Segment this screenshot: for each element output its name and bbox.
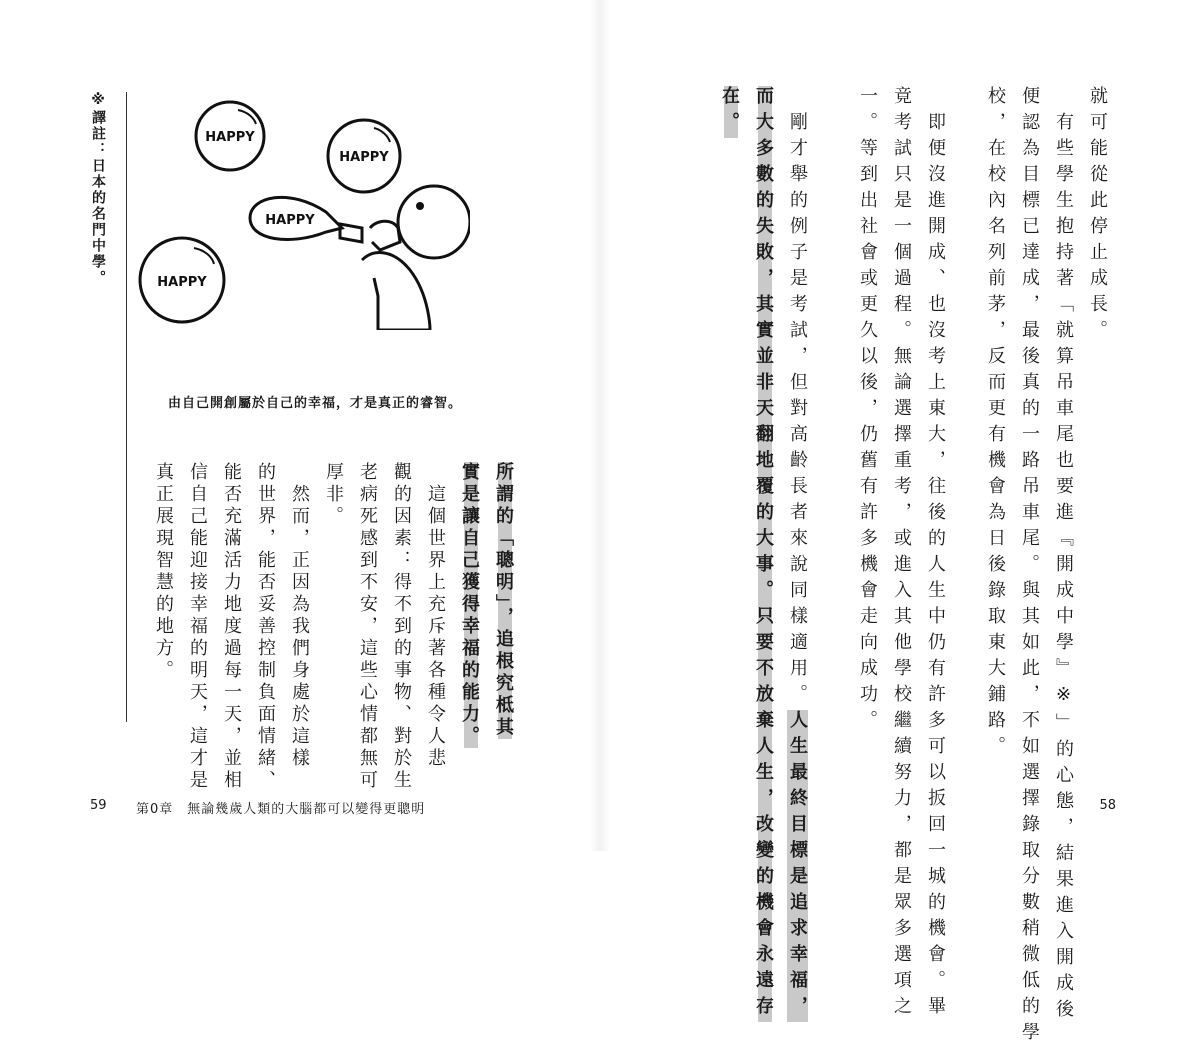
right-bold-col-1: 而大多數的失敗，其實並非天翻地覆的大事。只要不放棄人生，改變的機會永遠存 xyxy=(753,86,774,1022)
head xyxy=(398,186,470,258)
left-col-6: 的世界，能否妥善控制負面情緒、 xyxy=(255,462,276,792)
chapter-title: 無論幾歲人類的大腦都可以變得更聰明 xyxy=(187,802,426,817)
right-col-7: 一。等到出社會或更久以後，仍舊有許多機會走向成功。 xyxy=(857,86,878,736)
right-col-2: 有些學生抱持著「就算吊車尾也要進『開成中學』※」的心態，結果進入開成後 xyxy=(1053,86,1074,1025)
left-col-5: 然而，正因為我們身處於這樣 xyxy=(289,462,310,770)
left-col-8: 信自己能迎接幸福的明天，這才是 xyxy=(187,462,208,792)
running-header xyxy=(136,798,425,817)
left-col-2: 觀的因素：得不到的事物、對於生 xyxy=(391,462,412,792)
horn xyxy=(340,224,362,242)
right-col-8-bold: 人生最終目標是追求幸福， xyxy=(787,710,808,1022)
happy-bubbles-illustration xyxy=(130,100,470,330)
page-gutter xyxy=(590,0,610,851)
right-col-4: 校，在校內名列前茅，反而更有機會為日後錄取東大鋪路。 xyxy=(985,86,1006,762)
right-col-8 xyxy=(788,86,806,1022)
left-bold-col-2: 實是讓自己獲得幸福的能力。 xyxy=(459,462,480,748)
right-col-5: 即便沒進開成、也沒考上東大，往後的人生中仍有許多可以扳回一城的機會。畢 xyxy=(925,86,946,1022)
footnote: ※譯註：日本的名門中學。 xyxy=(90,92,106,286)
bubble-label-4: HAPPY xyxy=(157,275,207,290)
footnote-rule xyxy=(126,92,127,722)
right-col-3: 便認為目標已達成，最後真的一路吊車尾。與其如此，不如選擇錄取分數稍微低的學 xyxy=(1019,86,1040,1048)
bubble-label-2: HAPPY xyxy=(339,150,389,165)
right-col-6: 竟考試只是一個過程。無論選擇重考，或進入其他學校繼續努力，都是眾多選項之 xyxy=(891,86,912,1022)
left-col-4: 厚非。 xyxy=(323,462,344,528)
right-col-8-text: 剛才舉的例子是考試，但對高齡長者來說同樣適用。 xyxy=(787,86,808,710)
page-number-right: 58 xyxy=(1099,798,1116,813)
body xyxy=(362,253,430,330)
right-bold-col-2: 在。 xyxy=(719,86,740,138)
left-col-1: 這個世界上充斥著各種令人悲 xyxy=(425,462,446,770)
bubble-label-3: HAPPY xyxy=(265,213,315,228)
left-col-9: 真正展現智慧的地方。 xyxy=(153,462,174,682)
right-col-1: 就可能從此停止成長。 xyxy=(1087,86,1108,346)
hand xyxy=(370,221,400,250)
left-bold-col-1: 所謂的「聰明」，追根究柢其 xyxy=(493,462,514,739)
chapter-label: 第0章 xyxy=(136,802,174,817)
bubble-label-1: HAPPY xyxy=(205,130,255,145)
left-col-7: 能否充滿活力地度過每一天，並相 xyxy=(221,462,242,792)
page-number-left: 59 xyxy=(90,798,107,813)
illustration-caption: 由自己開創屬於自己的幸福，才是真正的睿智。 xyxy=(168,396,463,411)
left-col-3: 老病死感到不安，這些心情都無可 xyxy=(357,462,378,792)
